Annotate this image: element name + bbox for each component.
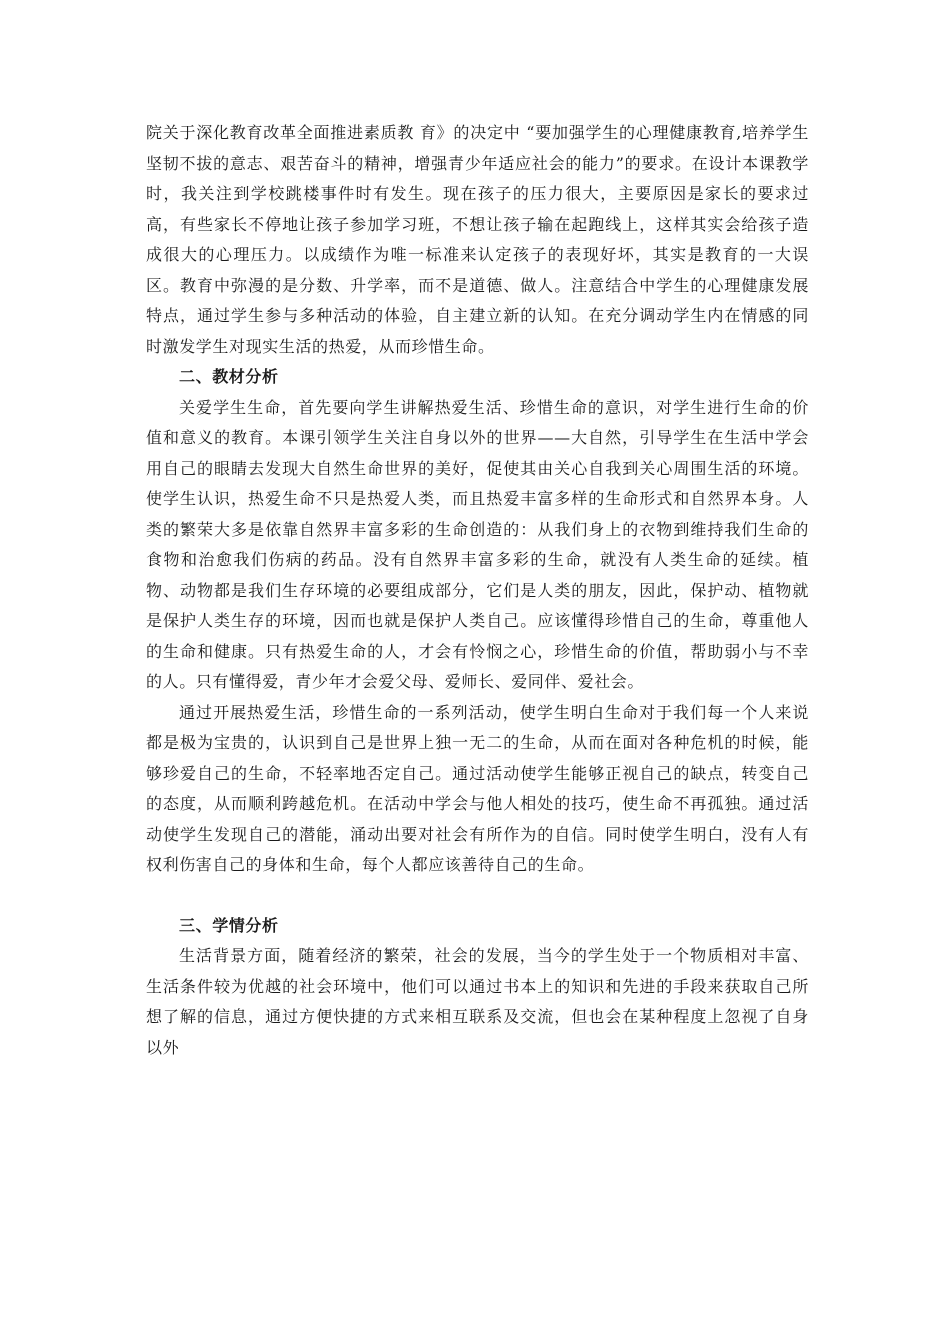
student-analysis-paragraph: 生活背景方面，随着经济的繁荣，社会的发展，当今的学生处于一个物质相对丰富、生活条件较为优越的社会环境中，他们可以通过书本上的知识和先进的手段来获取自己所想了解的信息，通过方便快捷的方式来相互联系及交流，但也会在某种程度上忽视了自身以外 — [146, 946, 809, 1057]
section-heading-student-analysis: 三、学情分析 — [179, 915, 279, 935]
textbook-analysis-paragraph-2: 通过开展热爱生活，珍惜生命的一系列活动，使学生明白生命对于我们每一个人来说都是极为宝贵的，认识到自己是世界上独一无二的生命，从而在面对各种危机的时候，能够珍爱自己的生命，不轻率地否定自己。通过活动使学生能够正视自己的缺点，转变自己的态度，从而顺利跨越危机。在活动中学会与他人相处的技巧，使生命不再孤独。通过活动使学生发现自己的潜能，涌动出要对社会有所作为的自信。同时使学生明白，没有人有权利伤害自己的身体和生命，每个人都应该善待自己的生命。 — [146, 702, 809, 874]
textbook-analysis-paragraph-1: 关爱学生生命，首先要向学生讲解热爱生活、珍惜生命的意识，对学生进行生命的价值和意义的教育。本课引领学生关注自身以外的世界——大自然，引导学生在生活中学会用自己的眼睛去发现大自然生命世界的美好，促使其由关心自我到关心周围生活的环境。使学生认识，热爱生命不只是热爱人类，而且热爱丰富多样的生命形式和自然界本身。人类的繁荣大多是依靠自然界丰富多彩的生命创造的：从我们身上的衣物到维持我们生命的食物和治愈我们伤病的药品。没有自然界丰富多彩的生命，就没有人类生命的延续。植物、动物都是我们生存环境的必要组成部分，它们是人类的朋友，因此，保护动、植物就是保护人类生存的环境，因而也就是保护人类自己。应该懂得珍惜自己的生命，尊重他人的生命和健康。只有热爱生命的人，才会有怜悯之心，珍惜生命的价值，帮助弱小与不幸的人。只有懂得爱，青少年才会爱父母、爱师长、爱同伴、爱社会。 — [146, 397, 809, 691]
document-body — [146, 118, 809, 1063]
intro-paragraph: 院关于深化教育改革全面推进素质教 育》的决定中 “要加强学生的心理健康教育,培养学生坚韧不拔的意志、艰苦奋斗的精神，增强青少年适应社会的能力”的要求。在设计本课教学时，我关注到学校跳楼事件时有发生。现在孩子的压力很大，主要原因是家长的要求过高，有些家长不停地让孩子参加学习班，不想让孩子输在起跑线上，这样其实会给孩子造成很大的心理压力。以成绩作为唯一标准来认定孩子的表现好坏，其实是教育的一大误区。教育中弥漫的是分数、升学率，而不是道德、做人。注意结合中学生的心理健康发展特点，通过学生参与多种活动的体验，自主建立新的认知。在充分调动学生内在情感的同时激发学生对现实生活的热爱，从而珍惜生命。 — [146, 123, 809, 356]
section-spacer — [146, 881, 809, 911]
section-heading-textbook-analysis: 二、教材分析 — [179, 367, 279, 386]
